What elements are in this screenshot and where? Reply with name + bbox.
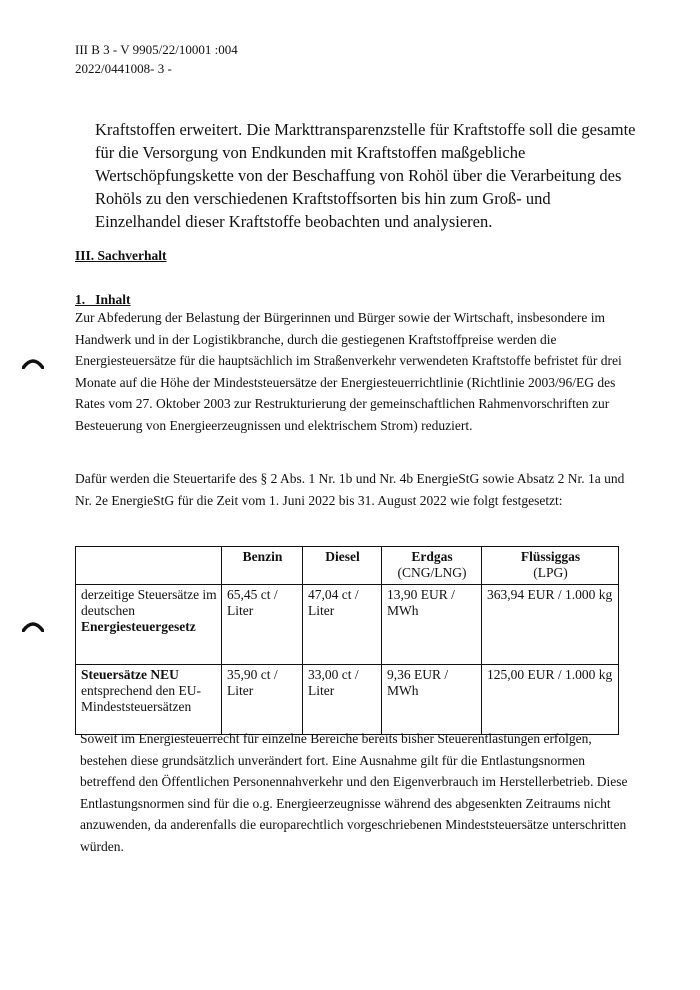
cell-new-benzin: 35,90 ct / Liter — [222, 665, 303, 735]
table-row — [76, 585, 619, 665]
cell-new-diesel: 33,00 ct / Liter — [303, 665, 382, 735]
closing-paragraph: Soweit im Energiesteuerrecht für einzelne Bereiche bereits bisher Steuerentlastungen erfolgen, bestehen diese grundsätzlich unverändert fort. Eine Ausnahme gilt für die Entlastungsnormen betreffend den Öffentlichen Personennahverkehr und den Eigenverbrauch im Herstellerbetrieb. Diese Entlastungsnormen sind für die o.g. Energieerzeugnisse während des abgesenkten Zeitraums nicht anzuwenden, da anderenfalls die europarechtlich vorgeschriebenen Mindeststeuersätze unterschritten würden. — [80, 731, 628, 854]
document-number: 2022/0441008- 3 - — [75, 61, 172, 76]
cell-current-erdgas: 13,90 EUR / MWh — [382, 585, 482, 665]
header-erdgas — [382, 547, 482, 585]
row-label-current-text: derzeitige Steuersätze im deutschen — [81, 587, 217, 618]
header-erdgas-label: Erdgas — [411, 549, 453, 564]
cell-current-benzin: 65,45 ct / Liter — [222, 585, 303, 665]
row-label-new — [76, 665, 222, 735]
punch-hole-mark — [22, 357, 44, 369]
cell-new-erdgas: 9,36 EUR / MWh — [382, 665, 482, 735]
table-header-row — [76, 547, 619, 585]
inhalt-paragraph: Zur Abfederung der Belastung der Bürgerinnen und Bürger sowie der Wirtschaft, insbesondere im Handwerk und in der Logistikbranche, durch die gestiegenen Kraftstoffpreise werden die Energiesteuersätze für die hauptsächlich im Straßenverkehr verwendeten Kraftstoffe befristet für drei Monate auf die Höhe der Mindeststeuersätze der Energiesteuerrichtlinie (Richtlinie 2003/96/EG des Rates vom 27. Oktober 2003 zur Restrukturierung der gemeinschaftlichen Rahmenvorschriften zur Besteuerung von Energieerzeugnissen und elektrischem Strom) reduziert. — [75, 310, 622, 433]
header-benzin: Benzin — [222, 547, 303, 585]
header-fluessiggas-label: Flüssiggas — [520, 549, 581, 564]
header-fluessiggas — [482, 547, 619, 585]
section-heading: III. Sachverhalt — [75, 248, 167, 263]
subsection-heading: 1. Inhalt — [75, 292, 131, 307]
row-label-new-text: entsprechend den EU-Mindeststeuersätzen — [81, 683, 201, 714]
cell-current-fluessiggas: 363,94 EUR / 1.000 kg — [482, 585, 619, 665]
document-header — [75, 40, 238, 78]
tax-rate-table — [75, 546, 619, 735]
punch-hole-mark — [22, 620, 44, 632]
row-label-new-bold: Steuersätze NEU — [81, 667, 179, 682]
row-label-current — [76, 585, 222, 665]
table-row — [76, 665, 619, 735]
header-fluessiggas-sub: (LPG) — [533, 565, 568, 580]
reference-number: III B 3 - V 9905/22/10001 :004 — [75, 42, 238, 57]
header-erdgas-sub: (CNG/LNG) — [397, 565, 467, 580]
row-label-current-bold: Energiesteuergesetz — [81, 619, 196, 634]
tarife-paragraph: Dafür werden die Steuertarife des § 2 Abs. 1 Nr. 1b und Nr. 4b EnergieStG sowie Absatz 2 Nr. 1a und Nr. 2e EnergieStG für die Zeit vom 1. Juni 2022 bis 31. August 2022 wie folgt festgesetzt: — [75, 471, 625, 508]
cell-new-fluessiggas: 125,00 EUR / 1.000 kg — [482, 665, 619, 735]
header-empty-cell — [76, 547, 222, 585]
intro-paragraph: Kraftstoffen erweitert. Die Markttransparenzstelle für Kraftstoffe soll die gesamte für die Versorgung von Endkunden mit Kraftstoffen maßgebliche Wertschöpfungskette von der Beschaffung von Rohöl über die Verarbeitung des Rohöls zu den verschiedenen Kraftstoffsorten bis hin zum Groß- und Einzelhandel dieser Kraftstoffe beobachten und analysieren. — [95, 120, 636, 231]
header-diesel: Diesel — [303, 547, 382, 585]
cell-current-diesel: 47,04 ct / Liter — [303, 585, 382, 665]
